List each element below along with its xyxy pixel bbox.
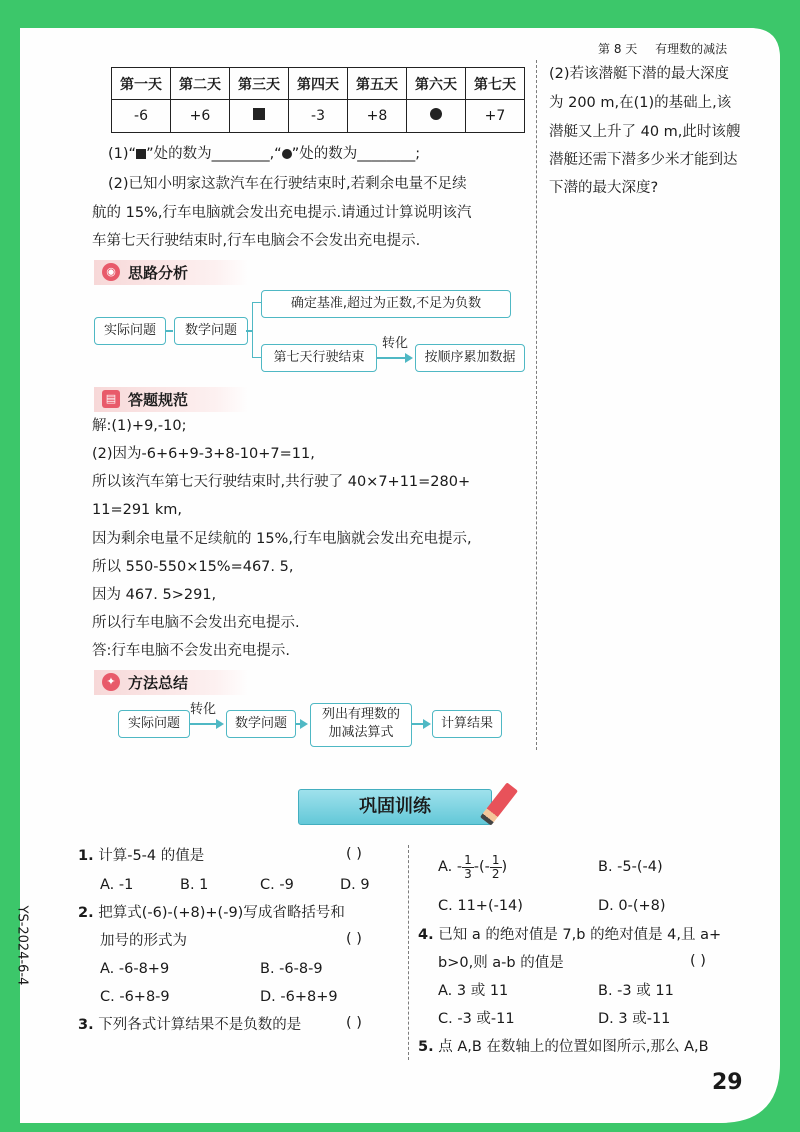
brace-connector xyxy=(252,302,261,358)
black-circle-icon xyxy=(430,108,442,120)
table-cell-square xyxy=(230,100,289,133)
right-col-line-1: (2)若该潜艇下潜的最大深度 xyxy=(549,66,730,82)
fraction xyxy=(490,854,502,881)
question-number: 1. xyxy=(78,848,94,864)
consolidation-banner: 巩固训练 xyxy=(298,789,492,825)
question-4-line-1: 已知 a 的绝对值是 7,b 的绝对值是 4,且 a+ xyxy=(438,927,722,943)
method-box-expression-line-1: 列出有理数的 xyxy=(321,707,400,722)
question-part-2-line-3: 车第七天行驶结束时,行车电脑会不会发出充电提示. xyxy=(92,233,421,249)
question-3-text: 下列各式计算结果不是负数的是 xyxy=(98,1017,302,1033)
lightbulb-icon: ✦ xyxy=(102,673,120,691)
arrow-right-icon xyxy=(216,719,224,729)
question-number: 3. xyxy=(78,1017,94,1033)
answer-paren: ( ) xyxy=(346,931,362,947)
table-cell: +6 xyxy=(171,100,230,133)
answer-line-5: 因为剩余电量不足续航的 15%,行车电脑就会发出充电提示, xyxy=(92,531,472,547)
q-part1-text-c: ”处的数为________; xyxy=(291,146,421,162)
black-square-icon xyxy=(253,108,265,120)
answer-title: 答题规范 xyxy=(128,391,189,409)
q2-option-d: D. -6+8+9 xyxy=(260,989,338,1005)
table-cell: -3 xyxy=(289,100,348,133)
question-5 xyxy=(418,1037,709,1057)
method-box-result: 计算结果 xyxy=(432,710,502,738)
table-header-cell: 第六天 xyxy=(407,68,466,100)
question-number: 5. xyxy=(418,1039,434,1055)
answer-line-1: 解:(1)+9,-10; xyxy=(92,418,187,434)
table-header-cell: 第一天 xyxy=(112,68,171,100)
analysis-title: 思路分析 xyxy=(128,264,189,282)
analysis-box-day7: 第七天行驶结束 xyxy=(261,344,377,372)
question-2-line-1: 把算式(-6)-(+8)+(-9)写成省略括号和 xyxy=(98,905,345,921)
q4-option-c: C. -3 或-11 xyxy=(438,1011,515,1027)
question-1-text: 计算-5-4 的值是 xyxy=(98,848,205,864)
answer-line-9: 答:行车电脑不会发出充电提示. xyxy=(92,643,290,659)
answer-line-2: (2)因为-6+6+9-3+8-10+7=11, xyxy=(92,446,315,462)
days-table xyxy=(111,67,525,133)
q1-option-d: D. 9 xyxy=(340,877,370,893)
answer-line-4: 11=291 km, xyxy=(92,502,183,518)
q3-option-b: B. -5-(-4) xyxy=(598,859,663,875)
question-2-line-2: 加号的形式为 xyxy=(100,933,187,949)
q3-a-prefix: A. - xyxy=(438,859,463,875)
column-divider xyxy=(536,60,537,750)
table-cell: -6 xyxy=(112,100,171,133)
fraction-denominator: 3 xyxy=(464,866,472,881)
header-day: 第 8 天 xyxy=(598,42,638,56)
question-4-line-2: b>0,则 a-b 的值是 xyxy=(438,955,564,971)
question-4 xyxy=(418,925,721,945)
answer-paren: ( ) xyxy=(346,1015,362,1031)
q3-option-d: D. 0-(+8) xyxy=(598,898,666,914)
q4-option-a: A. 3 或 11 xyxy=(438,983,509,999)
page-number: 29 xyxy=(712,1070,743,1095)
table-header-cell: 第二天 xyxy=(171,68,230,100)
right-col-line-3: 潜艇又上升了 40 m,此时该艘 xyxy=(549,124,741,140)
question-part-2-line-1: (2)已知小明家这款汽车在行驶结束时,若剩余电量不足续 xyxy=(108,176,467,192)
question-number: 2. xyxy=(78,905,94,921)
fraction-numerator: 1 xyxy=(491,852,500,867)
q1-option-a: A. -1 xyxy=(100,877,134,893)
table-cell: +8 xyxy=(348,100,407,133)
fraction-denominator: 2 xyxy=(491,866,500,881)
analysis-arrow-label: 转化 xyxy=(382,336,409,351)
question-number: 4. xyxy=(418,927,434,943)
q3-a-suffix: ) xyxy=(501,859,508,875)
answer-heading xyxy=(94,387,248,412)
right-col-line-5: 下潜的最大深度? xyxy=(549,180,659,196)
table-header-cell: 第四天 xyxy=(289,68,348,100)
question-part-2-line-2: 航的 15%,行车电脑就会发出充电提示.请通过计算说明该汽 xyxy=(92,205,472,221)
right-col-line-2: 为 200 m,在(1)的基础上,该 xyxy=(549,95,732,111)
analysis-box-baseline: 确定基准,超过为正数,不足为负数 xyxy=(261,290,511,318)
fraction xyxy=(462,854,474,881)
analysis-box-practical: 实际问题 xyxy=(94,317,166,345)
q1-option-c: C. -9 xyxy=(260,877,294,893)
answer-paren: ( ) xyxy=(690,953,706,969)
analysis-box-sum: 按顺序累加数据 xyxy=(415,344,525,372)
q2-option-a: A. -6-8+9 xyxy=(100,961,170,977)
answer-paren: ( ) xyxy=(346,846,362,862)
arrow-right-icon xyxy=(300,719,308,729)
answer-line-6: 所以 550-550×15%=467. 5, xyxy=(92,559,294,575)
answer-line-3: 所以该汽车第七天行驶结束时,共行驶了 40×7+11=280+ xyxy=(92,474,471,490)
question-part-1 xyxy=(108,144,420,164)
q3-option-a xyxy=(438,852,507,882)
q2-option-c: C. -6+8-9 xyxy=(100,989,170,1005)
analysis-box-math: 数学问题 xyxy=(174,317,248,345)
right-col-line-4: 潜艇还需下潜多少米才能到达 xyxy=(549,152,738,168)
question-2 xyxy=(78,903,345,923)
method-box-math: 数学问题 xyxy=(226,710,296,738)
question-1 xyxy=(78,846,204,866)
arrow-right-icon xyxy=(423,719,431,729)
connector-line xyxy=(165,330,173,332)
answer-line-7: 因为 467. 5>291, xyxy=(92,587,217,603)
method-arrow-label: 转化 xyxy=(190,702,217,717)
answer-line-8: 所以行车电脑不会发出充电提示. xyxy=(92,615,300,631)
q3-a-middle: -(- xyxy=(473,859,490,875)
method-heading xyxy=(94,670,248,695)
method-box-expression-line-2: 加减法算式 xyxy=(328,725,394,740)
q2-option-b: B. -6-8-9 xyxy=(260,961,323,977)
brain-icon: ◉ xyxy=(102,263,120,281)
question-3 xyxy=(78,1015,301,1035)
connector-line xyxy=(246,330,252,332)
arrow-right-icon xyxy=(405,353,413,363)
question-5-text: 点 A,B 在数轴上的位置如图所示,那么 A,B xyxy=(438,1039,709,1055)
question-column-divider xyxy=(408,845,409,1060)
side-code: YS-2024-6-4 xyxy=(14,905,30,986)
method-box-expression xyxy=(310,703,412,747)
method-title: 方法总结 xyxy=(128,674,189,692)
table-value-row xyxy=(112,100,525,133)
page-header xyxy=(598,40,741,57)
q4-option-d: D. 3 或-11 xyxy=(598,1011,671,1027)
arrow-line xyxy=(376,357,406,359)
black-square-icon xyxy=(136,149,146,159)
table-header-cell: 第三天 xyxy=(230,68,289,100)
method-box-practical: 实际问题 xyxy=(118,710,190,738)
q4-option-b: B. -3 或 11 xyxy=(598,983,674,999)
arrow-line xyxy=(189,723,217,725)
q3-option-c: C. 11+(-14) xyxy=(438,898,523,914)
header-topic: 有理数的减法 xyxy=(655,42,728,56)
table-header-row xyxy=(112,68,525,100)
table-header-cell: 第五天 xyxy=(348,68,407,100)
q1-option-b: B. 1 xyxy=(180,877,209,893)
table-cell: +7 xyxy=(466,100,525,133)
table-cell-circle xyxy=(407,100,466,133)
black-circle-icon xyxy=(282,149,292,159)
fraction-numerator: 1 xyxy=(464,852,472,867)
notebook-icon: ▤ xyxy=(102,390,120,408)
q-part1-text-a: (1)“ xyxy=(108,146,137,162)
q-part1-text-b: ”处的数为________,“ xyxy=(146,146,282,162)
table-header-cell: 第七天 xyxy=(466,68,525,100)
analysis-heading xyxy=(94,260,248,285)
